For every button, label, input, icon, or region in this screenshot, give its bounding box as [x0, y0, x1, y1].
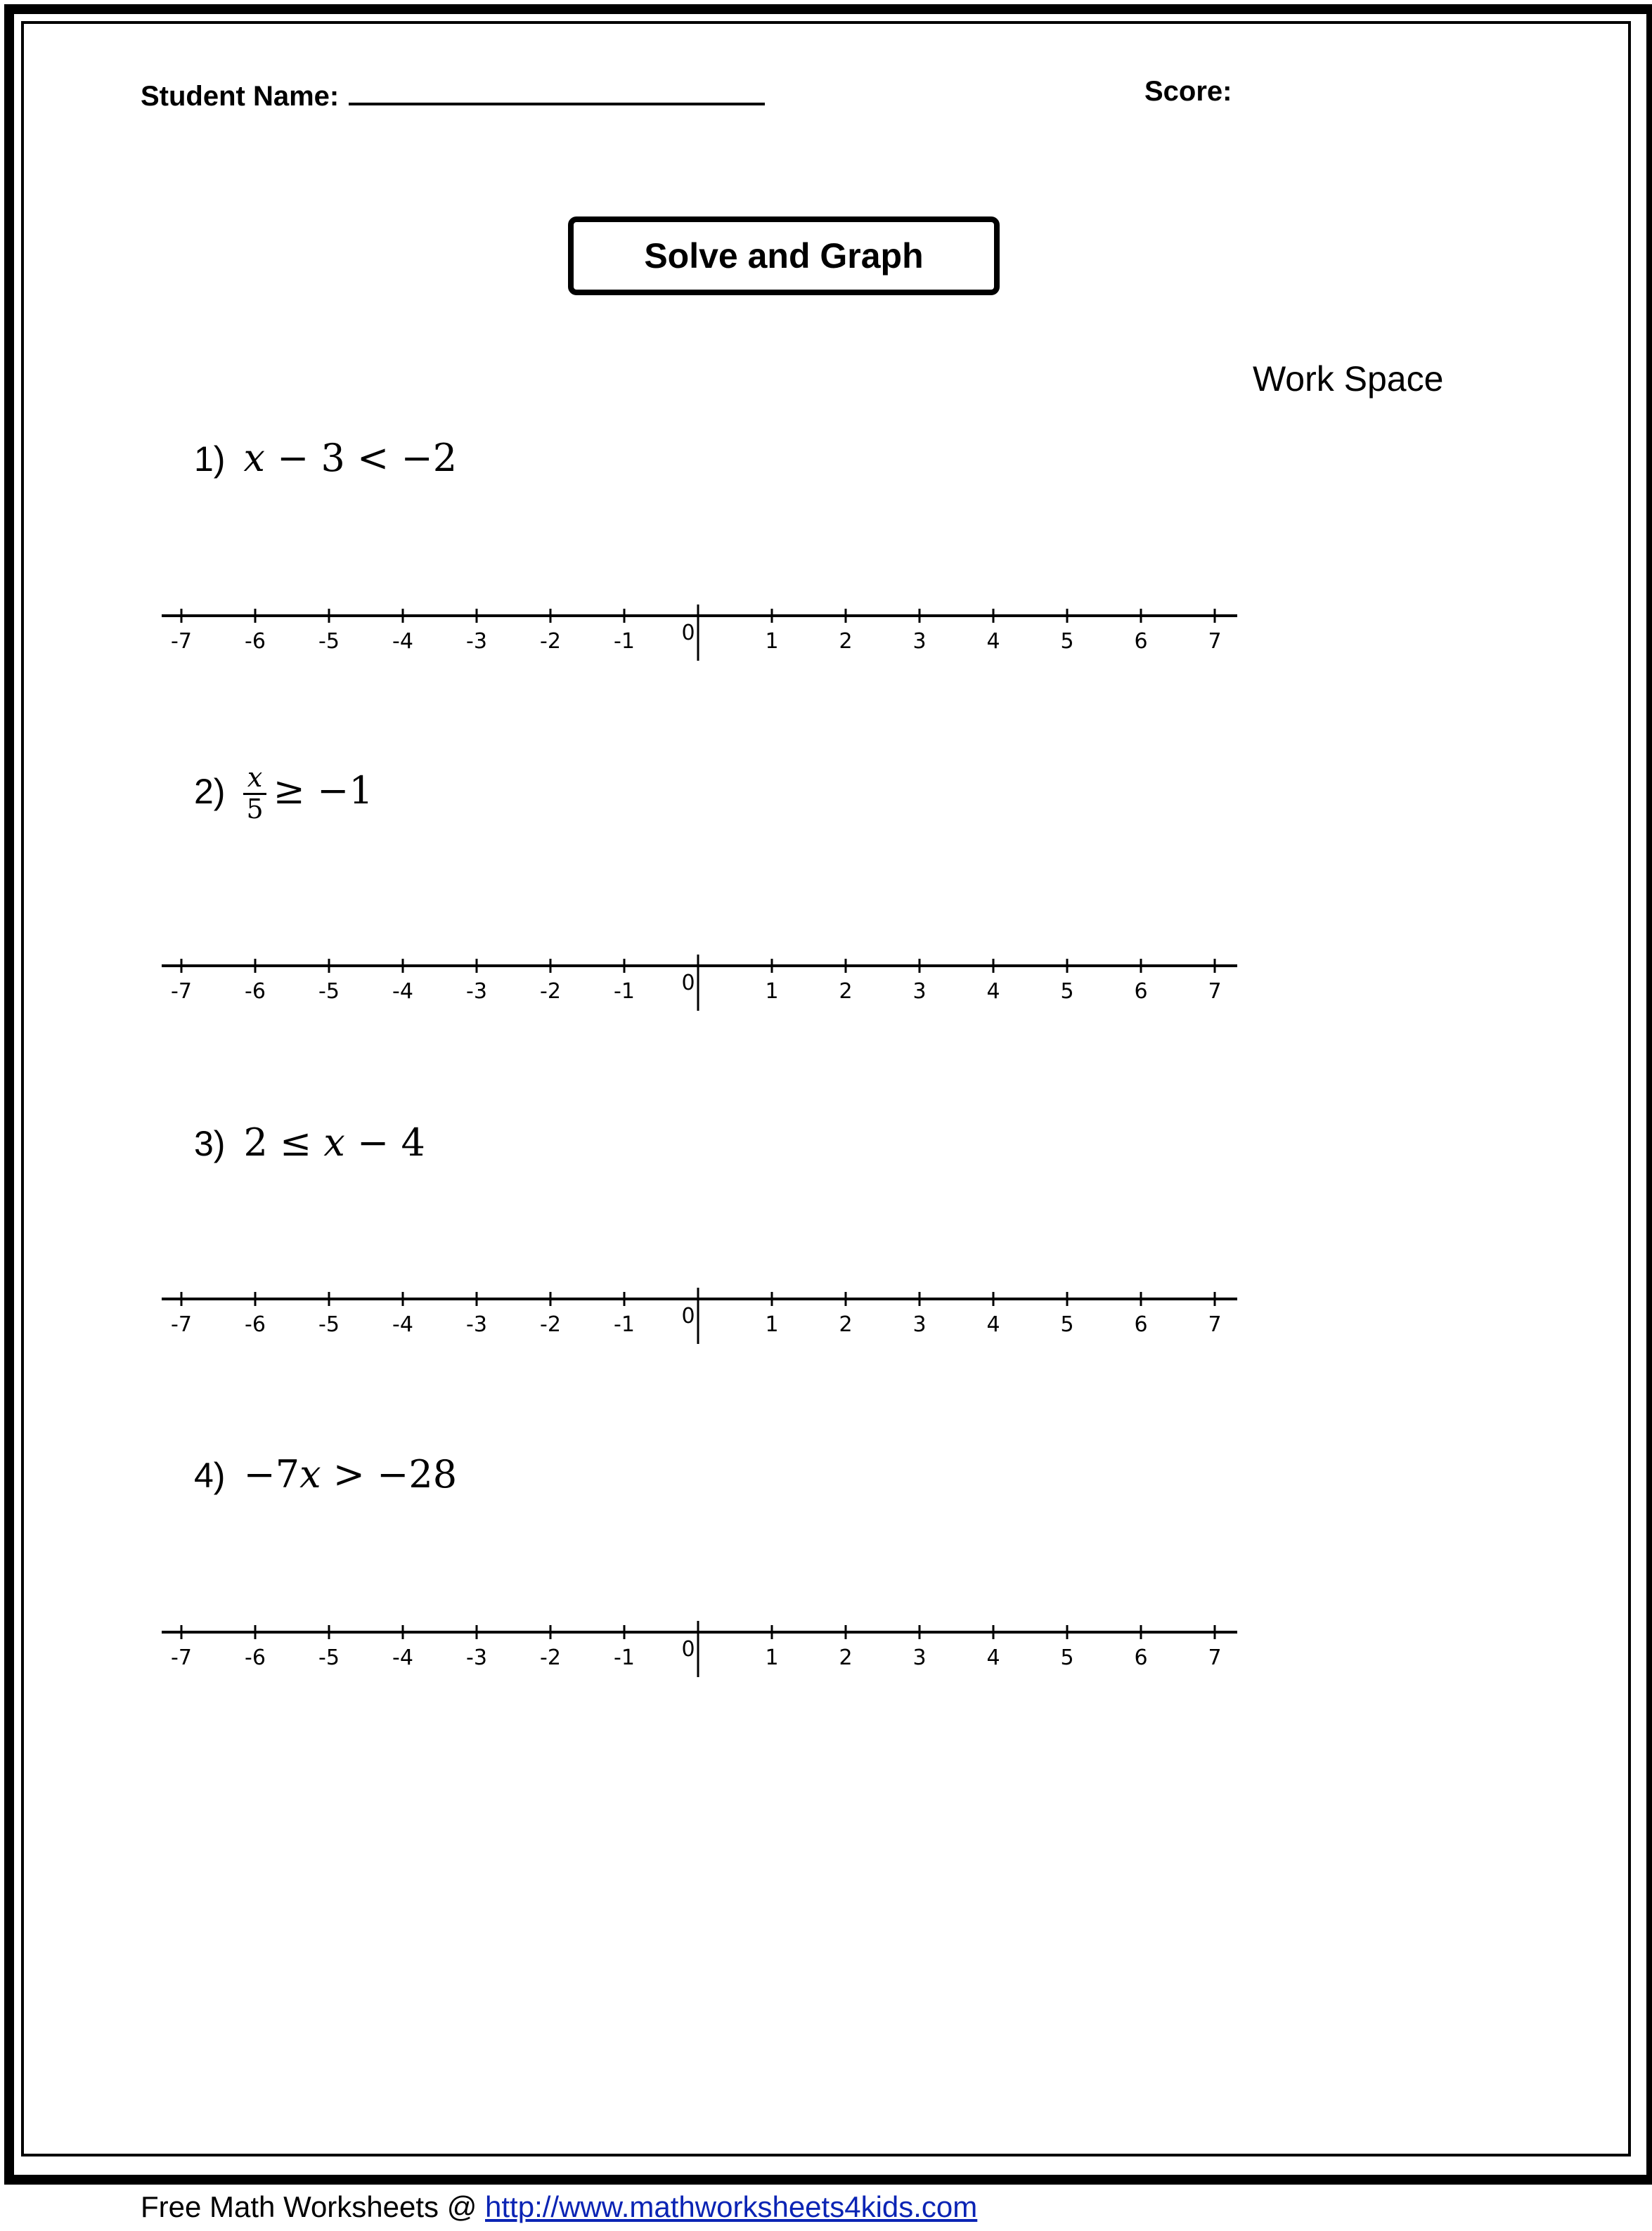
number-line-tick-label: 3 — [912, 629, 927, 654]
number-line-tick-label: -2 — [540, 1645, 561, 1670]
problem-expression: $\frac{x}{5}$ ≥ −1 — [243, 768, 373, 813]
number-line-tick-label: -1 — [614, 1645, 635, 1670]
problem-number: 1) — [194, 439, 226, 479]
number-line-tick-label: 3 — [912, 1312, 927, 1337]
problem-number: 2) — [194, 772, 226, 812]
number-line-tick-label: -3 — [466, 1645, 487, 1670]
number-line-tick-label: 0 — [681, 971, 695, 995]
footer-link[interactable]: http://www.mathworksheets4kids.com — [485, 2190, 978, 2223]
number-line-tick-label: -6 — [245, 1312, 266, 1337]
number-line-tick-label: -4 — [392, 1645, 413, 1670]
number-line-tick-label: -7 — [171, 1312, 192, 1337]
number-line-tick-label: 7 — [1208, 1645, 1222, 1670]
number-line-tick-label: -7 — [171, 629, 192, 654]
number-line-tick-label: 6 — [1134, 979, 1148, 1004]
number-line-tick-label: 3 — [912, 979, 927, 1004]
number-line-tick-label: 5 — [1060, 629, 1074, 654]
number-line-tick-label: -4 — [392, 979, 413, 1004]
number-line-tick-label: 1 — [765, 629, 779, 654]
number-line-tick-label: 5 — [1060, 979, 1074, 1004]
footer — [141, 2190, 977, 2224]
number-line-tick-label: 1 — [765, 1645, 779, 1670]
number-line-tick-label: 3 — [912, 1645, 927, 1670]
problem-3 — [194, 1120, 425, 1165]
number-line-tick-label: 7 — [1208, 629, 1222, 654]
student-name-row — [141, 76, 765, 112]
number-line-tick-label: -3 — [466, 629, 487, 654]
problem-expression: −7x > −28 — [243, 1452, 458, 1496]
number-line-tick-label: -5 — [318, 1312, 340, 1337]
number-line-tick-label: -1 — [614, 979, 635, 1004]
number-line-tick-label: 0 — [681, 621, 695, 645]
number-line-tick-label: -7 — [171, 1645, 192, 1670]
number-line-tick-label: -2 — [540, 629, 561, 654]
number-line-tick-label: -6 — [245, 979, 266, 1004]
problem-number: 4) — [194, 1456, 226, 1495]
number-line-tick-label: 1 — [765, 979, 779, 1004]
number-line-tick-label: -5 — [318, 1645, 340, 1670]
number-line-tick-label: 6 — [1134, 1645, 1148, 1670]
number-line-tick-label: 1 — [765, 1312, 779, 1337]
number-line-tick-label: -1 — [614, 1312, 635, 1337]
number-line-tick-label: 2 — [839, 1645, 853, 1670]
score-label: Score: — [1144, 76, 1232, 107]
number-line-tick-label: -1 — [614, 629, 635, 654]
fraction: $\frac{x}{5}$ — [243, 763, 266, 824]
number-line-tick-label: 4 — [986, 1645, 1000, 1670]
number-line-tick-label: 2 — [839, 979, 853, 1004]
number-line-1[interactable] — [162, 596, 1237, 673]
student-name-blank[interactable] — [349, 76, 765, 105]
number-line-tick-label: 4 — [986, 979, 1000, 1004]
number-line-tick-label: 4 — [986, 629, 1000, 654]
number-line-tick-label: 6 — [1134, 1312, 1148, 1337]
problem-4 — [194, 1452, 457, 1496]
page-border-inner — [21, 21, 1631, 2156]
number-line-tick-label: -2 — [540, 979, 561, 1004]
work-space-label: Work Space — [1253, 359, 1444, 399]
number-line-tick-label: 2 — [839, 629, 853, 654]
number-line-tick-label: -4 — [392, 629, 413, 654]
problem-1 — [194, 436, 457, 480]
number-line-tick-label: -4 — [392, 1312, 413, 1337]
number-line-tick-label: -3 — [466, 1312, 487, 1337]
number-line-tick-label: -5 — [318, 979, 340, 1004]
problem-number: 3) — [194, 1124, 226, 1163]
number-line-2[interactable] — [162, 946, 1237, 1023]
number-line-tick-label: 0 — [681, 1304, 695, 1328]
number-line-tick-label: 2 — [839, 1312, 853, 1337]
worksheet-title — [568, 216, 1000, 295]
worksheet-title-text: Solve and Graph — [644, 236, 924, 276]
number-line-4[interactable] — [162, 1612, 1237, 1690]
number-line-tick-label: -6 — [245, 629, 266, 654]
footer-text: Free Math Worksheets @ — [141, 2190, 486, 2223]
number-line-tick-label: 5 — [1060, 1312, 1074, 1337]
number-line-tick-label: -5 — [318, 629, 340, 654]
number-line-tick-label: 6 — [1134, 629, 1148, 654]
number-line-tick-label: -3 — [466, 979, 487, 1004]
problem-expression: 2 ≤ x − 4 — [243, 1120, 425, 1165]
number-line-tick-label: 0 — [681, 1637, 695, 1662]
number-line-tick-label: 4 — [986, 1312, 1000, 1337]
number-line-tick-label: 5 — [1060, 1645, 1074, 1670]
number-line-tick-label: -6 — [245, 1645, 266, 1670]
number-line-3[interactable] — [162, 1279, 1237, 1357]
student-name-label: Student Name: — [141, 81, 340, 112]
problem-2 — [194, 763, 373, 824]
problem-expression: x − 3 < −2 — [243, 436, 458, 480]
number-line-tick-label: -7 — [171, 979, 192, 1004]
number-line-tick-label: 7 — [1208, 1312, 1222, 1337]
number-line-tick-label: 7 — [1208, 979, 1222, 1004]
number-line-tick-label: -2 — [540, 1312, 561, 1337]
